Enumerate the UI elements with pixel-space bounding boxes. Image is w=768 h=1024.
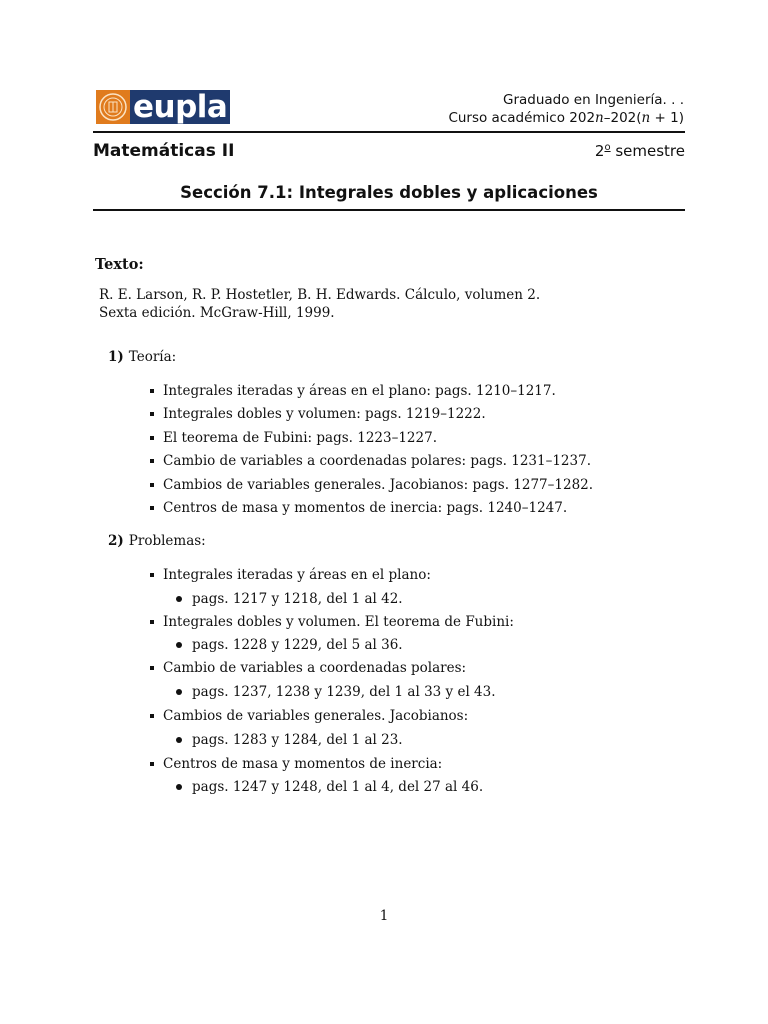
round-bullet-icon (176, 689, 182, 695)
square-bullet-icon (150, 412, 154, 416)
header-info (448, 91, 684, 127)
sub-list-item: pags. 1228 y 1229, del 5 al 36. (176, 636, 403, 654)
round-bullet-icon (176, 737, 182, 743)
course-row (93, 141, 685, 161)
square-bullet-icon (150, 459, 154, 463)
round-bullet-icon (176, 642, 182, 648)
sub-list-item: pags. 1217 y 1218, del 1 al 42. (176, 590, 403, 608)
semester-label: 2$^o$ semestre (594, 142, 685, 160)
sub-list-item: pags. 1283 y 1284, del 1 al 23. (176, 731, 403, 749)
reference-line: Sexta edición. McGraw-Hill, 1999. (99, 305, 335, 321)
sub-list-item: pags. 1247 y 1248, del 1 al 4, del 27 al 46. (176, 778, 483, 796)
square-bullet-icon (150, 506, 154, 510)
course-title: Matemáticas II (93, 141, 235, 161)
square-bullet-icon (150, 620, 154, 624)
sub-list-item: pags. 1237, 1238 y 1239, del 1 al 33 y el 43. (176, 683, 496, 701)
list-item: Integrales iteradas y áreas en el plano: pags. 1210–1217. (150, 382, 556, 400)
degree-name: Graduado en Ingeniería. . . (502, 92, 684, 108)
list-item: Integrales iteradas y áreas en el plano: (150, 566, 431, 584)
square-bullet-icon (150, 389, 154, 393)
list-item: Centros de masa y momentos de inercia: pags. 1240–1247. (150, 499, 567, 517)
section-title: Sección 7.1: Integrales dobles y aplicaciones (180, 183, 598, 202)
list-item: Integrales dobles y volumen. El teorema de Fubini: (150, 613, 514, 631)
eupla-logo (96, 90, 230, 124)
reference-line: R. E. Larson, R. P. Hostetler, B. H. Edwards. Cálculo, volumen 2. (99, 287, 541, 303)
teoria-heading: 1) Teoría: (108, 349, 177, 365)
problemas-heading: 2) Problemas: (108, 533, 206, 549)
square-bullet-icon (150, 666, 154, 670)
list-item: Cambios de variables generales. Jacobianos: (150, 707, 468, 725)
square-bullet-icon (150, 714, 154, 718)
course-year: Curso académico 202n–202(n + 1) (448, 110, 684, 126)
list-item: Integrales dobles y volumen: pags. 1219–1222. (150, 405, 486, 423)
round-bullet-icon (176, 596, 182, 602)
logo-wordmark: eupla (130, 90, 230, 124)
reference-text (99, 286, 540, 322)
page-number: 1 (379, 908, 389, 924)
section-rule (93, 209, 685, 211)
list-item: Centros de masa y momentos de inercia: (150, 755, 442, 773)
square-bullet-icon (150, 436, 154, 440)
list-item: El teorema de Fubini: pags. 1223–1227. (150, 429, 437, 447)
texto-label: Texto: (95, 256, 144, 273)
square-bullet-icon (150, 483, 154, 487)
square-bullet-icon (150, 762, 154, 766)
round-bullet-icon (176, 784, 182, 790)
square-bullet-icon (150, 573, 154, 577)
list-item: Cambio de variables a coordenadas polares: (150, 659, 466, 677)
university-seal-icon (96, 90, 130, 124)
list-item: Cambio de variables a coordenadas polares: pags. 1231–1237. (150, 452, 591, 470)
header-rule (93, 131, 685, 133)
list-item: Cambios de variables generales. Jacobianos: pags. 1277–1282. (150, 476, 593, 494)
